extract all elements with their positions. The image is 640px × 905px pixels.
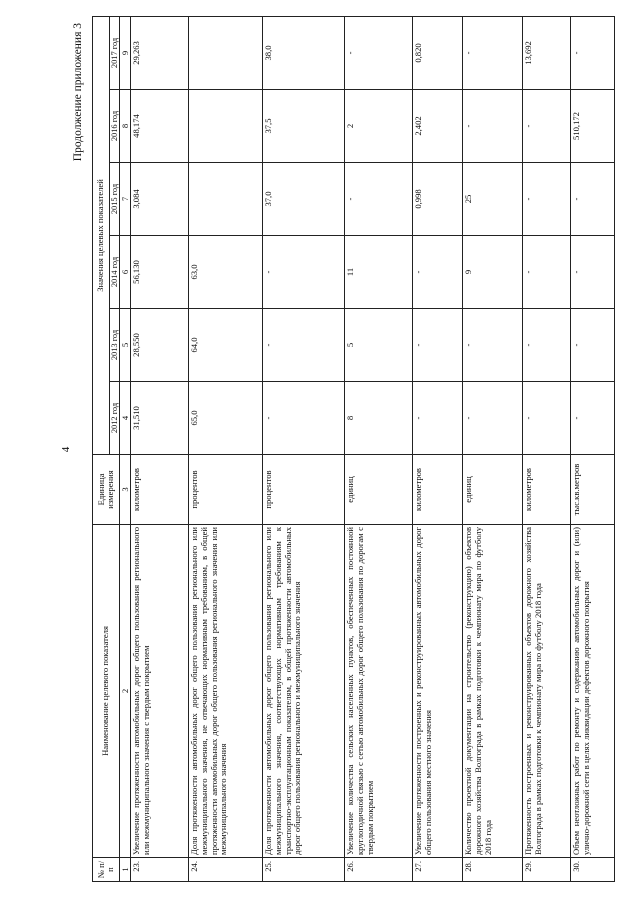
value-cell: 64,0 <box>189 309 263 382</box>
value-cell: 11 <box>345 236 413 309</box>
continuation-title: Продолжение приложения 3 <box>72 23 84 162</box>
value-cell: 29,263 <box>131 16 189 89</box>
indicator-name: Доля протяженности автомобильных дорог общего пользования регионального или межмуниципального значения, соответствующих нормативным требованиям к транспортно-эксплуатационным показателям, в общей протяженности автомобильных дорог общего пользования регионального и межмуниципального значения <box>263 525 345 858</box>
year-2015: 2015 год <box>110 163 120 236</box>
value-cell: 0,998 <box>413 163 463 236</box>
value-cell: - <box>571 309 615 382</box>
value-cell <box>189 16 263 89</box>
value-cell: 2 <box>345 90 413 163</box>
value-cell: 38,0 <box>263 16 345 89</box>
unit-cell: километров <box>523 455 571 525</box>
table-row <box>345 16 413 881</box>
row-number: 27. <box>413 858 463 882</box>
value-cell: 31,510 <box>131 382 189 455</box>
table-row <box>413 16 463 881</box>
unit-cell: процентов <box>189 455 263 525</box>
value-cell: - <box>523 90 571 163</box>
unit-cell: километров <box>413 455 463 525</box>
value-cell: 3,084 <box>131 163 189 236</box>
value-cell: 5 <box>345 309 413 382</box>
value-cell: - <box>523 309 571 382</box>
table-row <box>571 16 615 881</box>
col-number: 5 <box>120 309 131 382</box>
rotated-landscape-content <box>52 17 630 882</box>
indicator-name: Протяженность построенных и реконструированных объектов дорожного хозяйства Волгограда в рамках подготовки к чемпионату мира по футболу 2018 года <box>523 525 571 858</box>
value-cell: - <box>463 16 523 89</box>
column-numbers-row <box>120 16 131 881</box>
value-cell: 56,130 <box>131 236 189 309</box>
value-cell: - <box>413 309 463 382</box>
value-cell: - <box>523 382 571 455</box>
value-cell: - <box>345 16 413 89</box>
year-2013: 2013 год <box>110 309 120 382</box>
value-cell: 25 <box>463 163 523 236</box>
value-cell: - <box>263 382 345 455</box>
table-row <box>263 16 345 881</box>
header-no: № п/п <box>93 858 120 882</box>
value-cell: 28,550 <box>131 309 189 382</box>
header-unit: Единица измерения <box>93 455 120 525</box>
row-number: 23. <box>131 858 189 882</box>
value-cell: 48,174 <box>131 90 189 163</box>
value-cell: - <box>571 382 615 455</box>
table-row <box>131 16 189 881</box>
value-cell: - <box>413 236 463 309</box>
value-cell <box>189 163 263 236</box>
indicators-table <box>92 16 615 882</box>
row-number: 26. <box>345 858 413 882</box>
row-number: 25. <box>263 858 345 882</box>
table-row <box>463 16 523 881</box>
indicator-name: Доля протяженности автомобильных дорог общего пользования регионального или межмуниципального значения, не отвечающих нормативным требованиям, в общей протяженности автомобильных дорог общего пользования регионального значения или межмуниципального значения <box>189 525 263 858</box>
row-number: 29. <box>523 858 571 882</box>
unit-cell: тыс.кв.метров <box>571 455 615 525</box>
year-2012: 2012 год <box>110 382 120 455</box>
value-cell <box>189 90 263 163</box>
value-cell: - <box>523 163 571 236</box>
col-number: 7 <box>120 163 131 236</box>
value-cell: 9 <box>463 236 523 309</box>
value-cell: 2,402 <box>413 90 463 163</box>
value-cell: - <box>345 163 413 236</box>
indicator-name: Количество проектной документации на строительство (реконструкцию) объектов дорожного хозяйства Волгограда в рамках подготовки к чемпионату мира по футболу 2018 года <box>463 525 523 858</box>
table-row <box>189 16 263 881</box>
col-number: 9 <box>120 16 131 89</box>
value-cell: - <box>463 382 523 455</box>
value-cell: - <box>263 236 345 309</box>
unit-cell: километров <box>131 455 189 525</box>
value-cell: 37,0 <box>263 163 345 236</box>
header-values: Значения целевых показателей <box>93 16 110 454</box>
col-number: 2 <box>120 525 131 858</box>
indicator-name: Увеличение протяженности автомобильных дорог общего пользования регионального или межмуниципального значения с твердым покрытием <box>131 525 189 858</box>
col-number: 8 <box>120 90 131 163</box>
table-body <box>131 16 615 881</box>
table-row <box>523 16 571 881</box>
col-number: 6 <box>120 236 131 309</box>
page-number: 4 <box>60 446 72 453</box>
value-cell: - <box>523 236 571 309</box>
year-2017: 2017 год <box>110 16 120 89</box>
header-row <box>93 16 110 881</box>
value-cell: - <box>571 16 615 89</box>
value-cell: - <box>571 163 615 236</box>
value-cell: - <box>463 90 523 163</box>
year-2016: 2016 год <box>110 90 120 163</box>
row-number: 30. <box>571 858 615 882</box>
year-2014: 2014 год <box>110 236 120 309</box>
col-number: 3 <box>120 455 131 525</box>
value-cell: - <box>571 236 615 309</box>
value-cell: 8 <box>345 382 413 455</box>
col-number: 1 <box>120 858 131 882</box>
row-number: 28. <box>463 858 523 882</box>
unit-cell: процентов <box>263 455 345 525</box>
value-cell: 510,172 <box>571 90 615 163</box>
value-cell: 0,820 <box>413 16 463 89</box>
value-cell: 13,692 <box>523 16 571 89</box>
value-cell: 65,0 <box>189 382 263 455</box>
value-cell: 63,0 <box>189 236 263 309</box>
col-number: 4 <box>120 382 131 455</box>
row-number: 24. <box>189 858 263 882</box>
value-cell: 37,5 <box>263 90 345 163</box>
value-cell: - <box>413 382 463 455</box>
value-cell: - <box>463 309 523 382</box>
header-name: Наименование целевого показателя <box>93 525 120 858</box>
unit-cell: единиц <box>463 455 523 525</box>
indicator-name: Объем неотложных работ по ремонту и содержанию автомобильных дорог и (или) улично-дорожной сети в целях ликвидации дефектов дорожного покрытия <box>571 525 615 858</box>
indicator-name: Увеличение количества сельских населенных пунктов, обеспеченных постоянной круглогодичной связью с сетью автомобильных дорог общего пользования по дорогам с твердым покрытием <box>345 525 413 858</box>
unit-cell: единиц <box>345 455 413 525</box>
value-cell: - <box>263 309 345 382</box>
indicator-name: Увеличение протяженности построенных и реконструированных автомобильных дорог общего пользования местного значения <box>413 525 463 858</box>
